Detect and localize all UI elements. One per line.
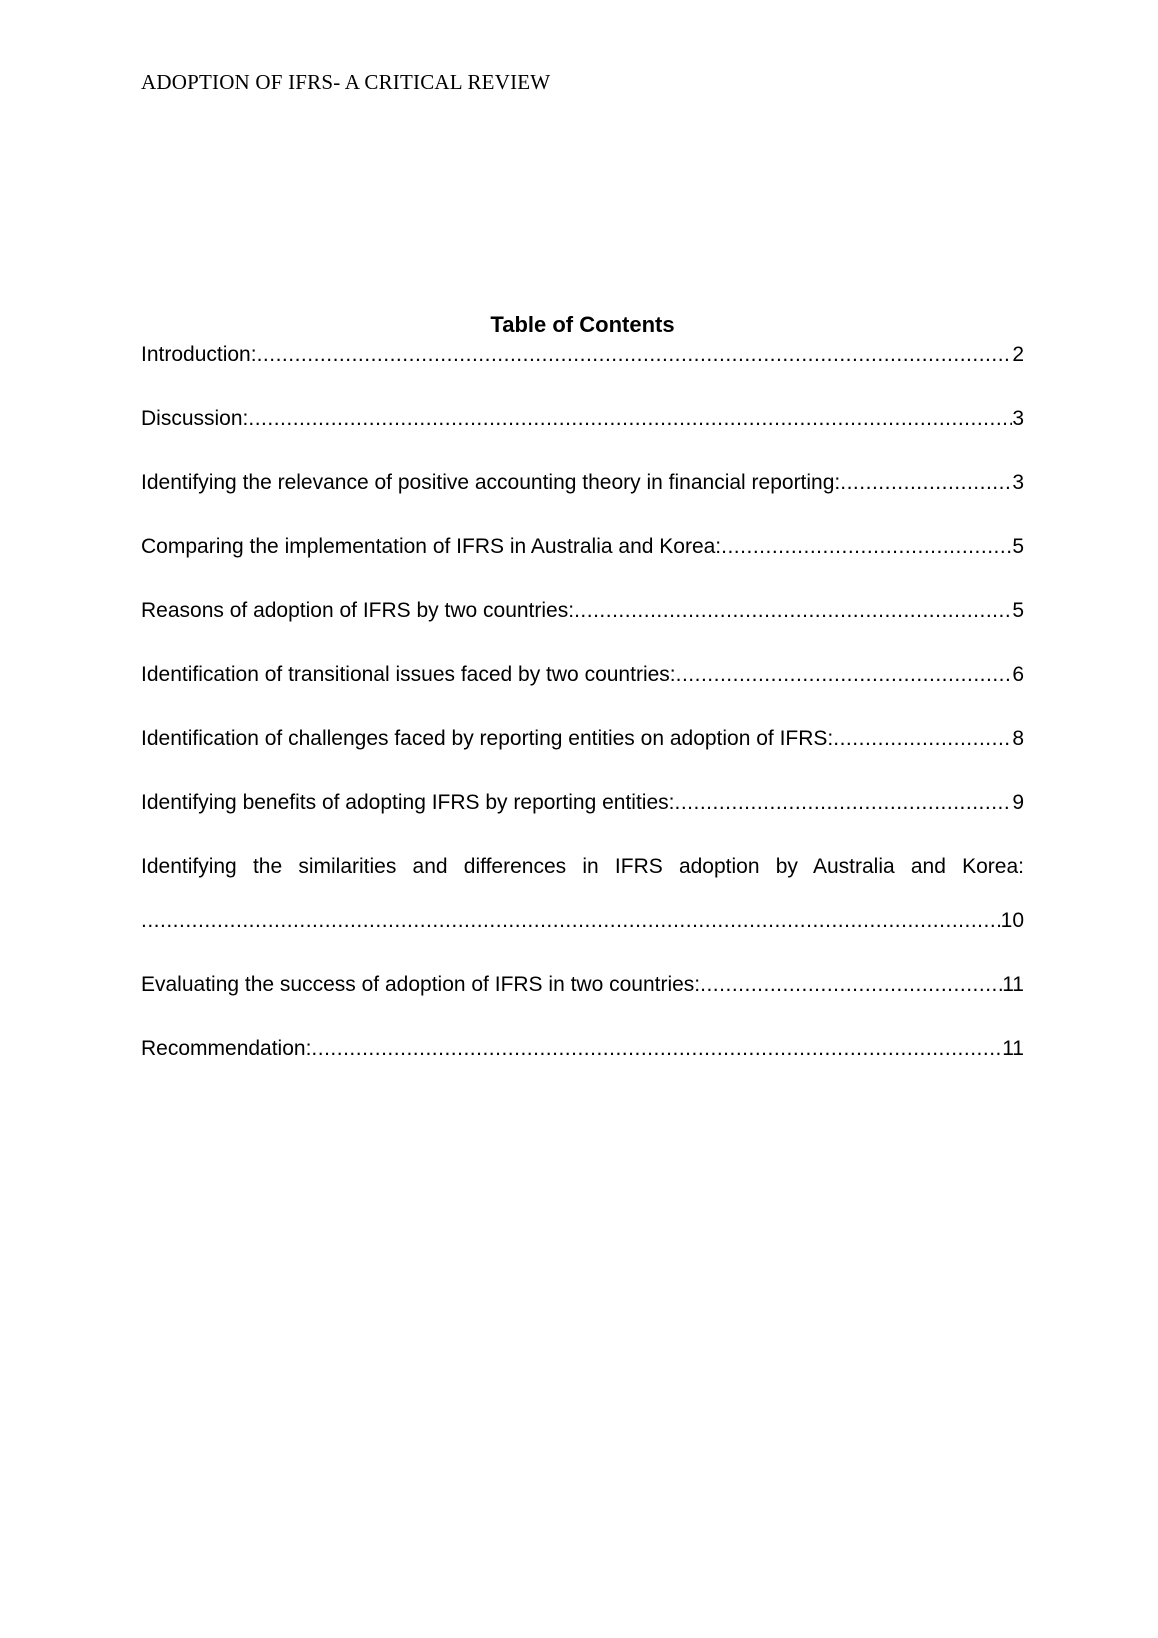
toc-entry-page: 5: [1012, 535, 1024, 558]
toc-entry-label: Recommendation:: [141, 1037, 312, 1060]
toc-entry-label: Identification of transitional issues faced by two countries:: [141, 663, 676, 686]
dot-leader: [676, 660, 1013, 690]
toc-entry-page: 11: [1002, 1037, 1024, 1060]
toc-entry-page: 3: [1012, 471, 1024, 494]
toc-entry-page: 9: [1012, 791, 1024, 814]
toc-entry-continuation: [141, 906, 1024, 936]
dot-leader: [257, 340, 1013, 370]
toc-entry-label: Identification of challenges faced by reporting entities on adoption of IFRS:: [141, 727, 834, 750]
dot-leader: [141, 906, 1001, 936]
toc-entry-comparing-implementation[interactable]: [141, 532, 1024, 596]
dot-leader: [840, 468, 1012, 498]
toc-entry-recommendation[interactable]: [141, 1034, 1024, 1098]
toc-entry-page: 2: [1012, 343, 1024, 366]
toc-entry-label: Identifying the relevance of positive accounting theory in financial reporting:: [141, 471, 841, 494]
toc-entry-evaluating-success[interactable]: [141, 970, 1024, 1034]
toc-entry-page: 10: [1000, 909, 1024, 932]
toc-entry-page: 8: [1012, 727, 1024, 750]
toc-entry-page: 6: [1012, 663, 1024, 686]
toc-entry-label: Discussion:: [141, 407, 249, 430]
toc-list: [141, 340, 1024, 1098]
dot-leader: [700, 970, 1002, 1000]
toc-entry-label: Introduction:: [141, 343, 257, 366]
toc-entry-page: 5: [1012, 599, 1024, 622]
toc-entry-transitional-issues[interactable]: [141, 660, 1024, 724]
toc-entry-label: Reasons of adoption of IFRS by two countries:: [141, 599, 575, 622]
toc-entry-introduction[interactable]: [141, 340, 1024, 404]
toc-entry-page: 11: [1002, 973, 1024, 996]
toc-entry-label: Identifying the similarities and differences in IFRS adoption by Australia and Korea:: [141, 855, 1024, 878]
toc-entry-challenges[interactable]: [141, 724, 1024, 788]
toc-title: Table of Contents: [490, 312, 675, 337]
dot-leader: [674, 788, 1012, 818]
toc-entry-label: Identifying benefits of adopting IFRS by reporting entities:: [141, 791, 675, 814]
toc-entry-reasons-of-adoption[interactable]: [141, 596, 1024, 660]
dot-leader: [833, 724, 1012, 754]
dot-leader: [311, 1034, 1002, 1064]
dot-leader: [721, 532, 1012, 562]
toc-entry-label: Comparing the implementation of IFRS in Australia and Korea:: [141, 535, 722, 558]
toc-entry-page: 3: [1012, 407, 1024, 430]
dot-leader: [574, 596, 1012, 626]
dot-leader: [248, 404, 1012, 434]
running-header: ADOPTION OF IFRS- A CRITICAL REVIEW: [141, 70, 551, 94]
toc-entry-positive-accounting-theory[interactable]: [141, 468, 1024, 532]
toc-entry-discussion[interactable]: [141, 404, 1024, 468]
table-of-contents: [141, 310, 1024, 1098]
toc-entry-label: Evaluating the success of adoption of IFRS in two countries:: [141, 973, 701, 996]
toc-entry-similarities-differences[interactable]: [141, 852, 1024, 970]
toc-entry-benefits[interactable]: [141, 788, 1024, 852]
